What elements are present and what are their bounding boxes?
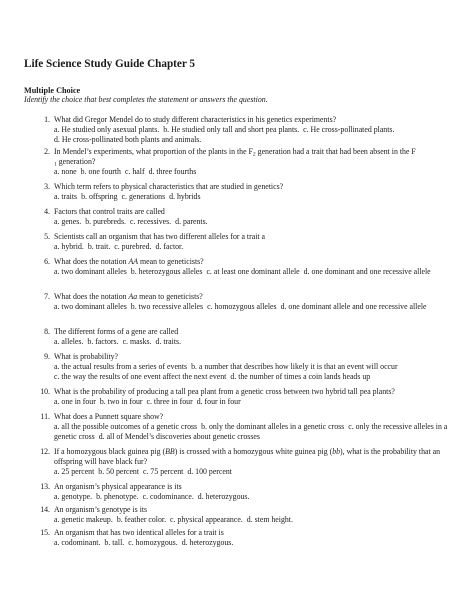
question-options — [54, 192, 452, 202]
option: a. genotype. — [54, 491, 93, 501]
question-stem: An organism’s genotype is its — [54, 505, 148, 514]
question-options — [54, 538, 452, 548]
question-8 — [24, 327, 452, 347]
option: a. none — [54, 166, 77, 176]
question-stem: What is probability? — [54, 352, 119, 361]
stem-text: If a homozygous black guinea pig ( — [54, 447, 166, 456]
option: b. heterozygous alleles — [130, 266, 203, 276]
question-stem — [54, 447, 452, 467]
option: b. one fourth — [80, 166, 121, 176]
question-options — [54, 167, 452, 177]
question-stem: What does a Punnett square show? — [54, 412, 164, 421]
question-stem: Factors that control traits are called — [54, 207, 165, 216]
question-number: 6. — [44, 257, 50, 266]
stem-text: What does the notation — [54, 257, 129, 266]
option: d. hybrids — [169, 191, 201, 201]
option: a. two dominant alleles — [54, 301, 127, 311]
option: c. only the recessive alleles in a genetic cross — [54, 421, 448, 441]
question-2 — [24, 147, 452, 177]
question-number: 10. — [40, 387, 50, 396]
question-options — [54, 492, 452, 502]
question-stem: Scientists call an organism that has two different alleles for a trait a — [54, 232, 265, 241]
option: c. homozygous. — [128, 537, 178, 547]
question-6 — [24, 257, 452, 277]
question-number: 13. — [40, 482, 50, 491]
question-options — [54, 515, 452, 525]
stem-text: ), what is the probability that an offspring will have black fur? — [54, 447, 441, 466]
question-7 — [24, 292, 452, 312]
option: d. factor. — [155, 241, 184, 251]
option: b. 50 percent — [98, 466, 140, 476]
question-options — [54, 422, 452, 442]
option: b. factors. — [87, 336, 119, 346]
option: d. He cross-pollinated both plants and animals. — [54, 134, 202, 144]
option: c. half — [124, 166, 145, 176]
question-stem — [54, 257, 452, 267]
question-stem: What did Gregor Mendel do to study different characteristics in his genetics experiments? — [54, 115, 337, 124]
stem-text: In Mendel’s experiments, what proportion of the plants in the F — [54, 147, 253, 156]
option: c. the way the results of one event affect the next event — [54, 371, 227, 381]
question-number: 3. — [44, 182, 50, 191]
option: a. the actual results from a series of events — [54, 361, 188, 371]
option: b. only the dominant alleles in a genetic cross — [201, 421, 345, 431]
option: a. hybrid. — [54, 241, 84, 251]
question-number: 11. — [40, 412, 50, 421]
stem-text: mean to geneticists? — [137, 292, 203, 301]
option: d. one dominant allele and one recessive allele — [280, 301, 427, 311]
question-15 — [24, 528, 452, 548]
option: c. homozygous alleles — [207, 301, 277, 311]
question-options — [54, 267, 452, 277]
question-options — [54, 125, 452, 145]
question-stem: What is the probability of producing a tall pea plant from a genetic cross between two hybrid tall pea plants? — [54, 387, 395, 396]
option: d. 100 percent — [187, 466, 232, 476]
option: b. purebreds. — [85, 216, 126, 226]
question-options — [54, 242, 452, 252]
option: c. physical appearance. — [170, 514, 243, 524]
option: d. stem height. — [246, 514, 293, 524]
question-9 — [24, 352, 452, 382]
option: c. at least one dominant allele — [206, 266, 300, 276]
question-12 — [24, 447, 452, 477]
notation: AA — [128, 257, 139, 266]
question-stem: An organism that has two identical alleles for a trait is — [54, 528, 224, 537]
section-heading: Multiple Choice — [24, 86, 81, 95]
question-options — [54, 217, 452, 227]
option: a. alleles. — [54, 336, 84, 346]
notation: BB — [165, 447, 175, 456]
question-10 — [24, 387, 452, 407]
question-number: 4. — [44, 207, 50, 216]
notation: Aa — [128, 292, 138, 301]
option: a. all the possible outcomes of a genetic cross — [54, 421, 198, 431]
option: c. He cross-pollinated plants. — [303, 124, 395, 134]
notation: bb — [332, 447, 341, 456]
option: a. genetic makeup. — [54, 514, 113, 524]
question-stem — [54, 292, 452, 302]
question-3 — [24, 182, 452, 202]
subscript: 1 — [54, 161, 57, 168]
question-number: 5. — [44, 232, 50, 241]
question-options — [54, 467, 452, 477]
question-stem — [54, 147, 452, 167]
option: b. feather color. — [116, 514, 167, 524]
question-number: 9. — [44, 352, 50, 361]
option: a. two dominant alleles — [54, 266, 127, 276]
subscript: 2 — [252, 151, 256, 158]
option: b. He studied only tall and short pea plants. — [163, 124, 300, 134]
option: b. a number that describes how likely it is that an event will occur — [191, 361, 398, 371]
question-14 — [24, 505, 452, 525]
option: c. generations — [121, 191, 166, 201]
option: d. all of Mendel’s discoveries about genetic crosses — [98, 431, 260, 441]
question-4 — [24, 207, 452, 227]
question-stem: The different forms of a gene are called — [54, 327, 179, 336]
option: d. the number of times a coin lands heads up — [230, 371, 371, 381]
question-5 — [24, 232, 452, 252]
stem-text: generation had a trait that had been absent in the F — [255, 147, 416, 156]
option: a. traits — [54, 191, 78, 201]
question-number: 7. — [44, 292, 50, 301]
stem-text: mean to geneticists? — [138, 257, 204, 266]
option: d. traits. — [155, 336, 182, 346]
question-options — [54, 302, 452, 312]
option: a. He studied only asexual plants. — [54, 124, 160, 134]
option: b. phenotype. — [96, 491, 139, 501]
question-options — [54, 337, 452, 347]
option: c. three in four — [146, 396, 193, 406]
option: b. trait. — [87, 241, 111, 251]
option: d. one dominant and one recessive allele — [303, 266, 431, 276]
option: c. recessives. — [129, 216, 172, 226]
option: b. two in four — [99, 396, 143, 406]
question-number: 2. — [44, 147, 50, 156]
option: d. heterozygous. — [181, 537, 234, 547]
question-number: 12. — [40, 447, 50, 456]
question-11 — [24, 412, 452, 442]
question-number: 14. — [40, 505, 50, 514]
question-stem: An organism’s physical appearance is its — [54, 482, 182, 491]
stem-text: What does the notation — [54, 292, 129, 301]
question-13 — [24, 482, 452, 502]
option: c. purebred. — [114, 241, 152, 251]
option: b. tall. — [104, 537, 125, 547]
question-number: 1. — [44, 115, 50, 124]
question-stem: Which term refers to physical characteristics that are studied in genetics? — [54, 182, 284, 191]
question-options — [54, 397, 452, 407]
option: a. 25 percent — [54, 466, 95, 476]
option: d. three fourths — [148, 166, 197, 176]
option: a. one in four — [54, 396, 96, 406]
question-options — [54, 362, 452, 382]
stem-text: ) is crossed with a homozygous white guinea pig ( — [174, 447, 333, 456]
option: b. two recessive alleles — [130, 301, 204, 311]
question-number: 15. — [40, 528, 50, 537]
option: a. codominant. — [54, 537, 101, 547]
option: a. genes. — [54, 216, 82, 226]
stem-text: generation? — [56, 156, 96, 166]
option: c. codominance. — [142, 491, 194, 501]
page-title: Life Science Study Guide Chapter 5 — [24, 58, 196, 70]
option: d. heterozygous. — [197, 491, 250, 501]
option: b. offspring — [81, 191, 118, 201]
question-number: 8. — [44, 327, 50, 336]
option: c. 75 percent — [143, 466, 184, 476]
question-1 — [24, 115, 452, 145]
option: d. four in four — [196, 396, 241, 406]
instructions: Identify the choice that best completes the statement or answers the question. — [24, 95, 268, 104]
option: c. masks. — [122, 336, 152, 346]
option: d. parents. — [175, 216, 208, 226]
